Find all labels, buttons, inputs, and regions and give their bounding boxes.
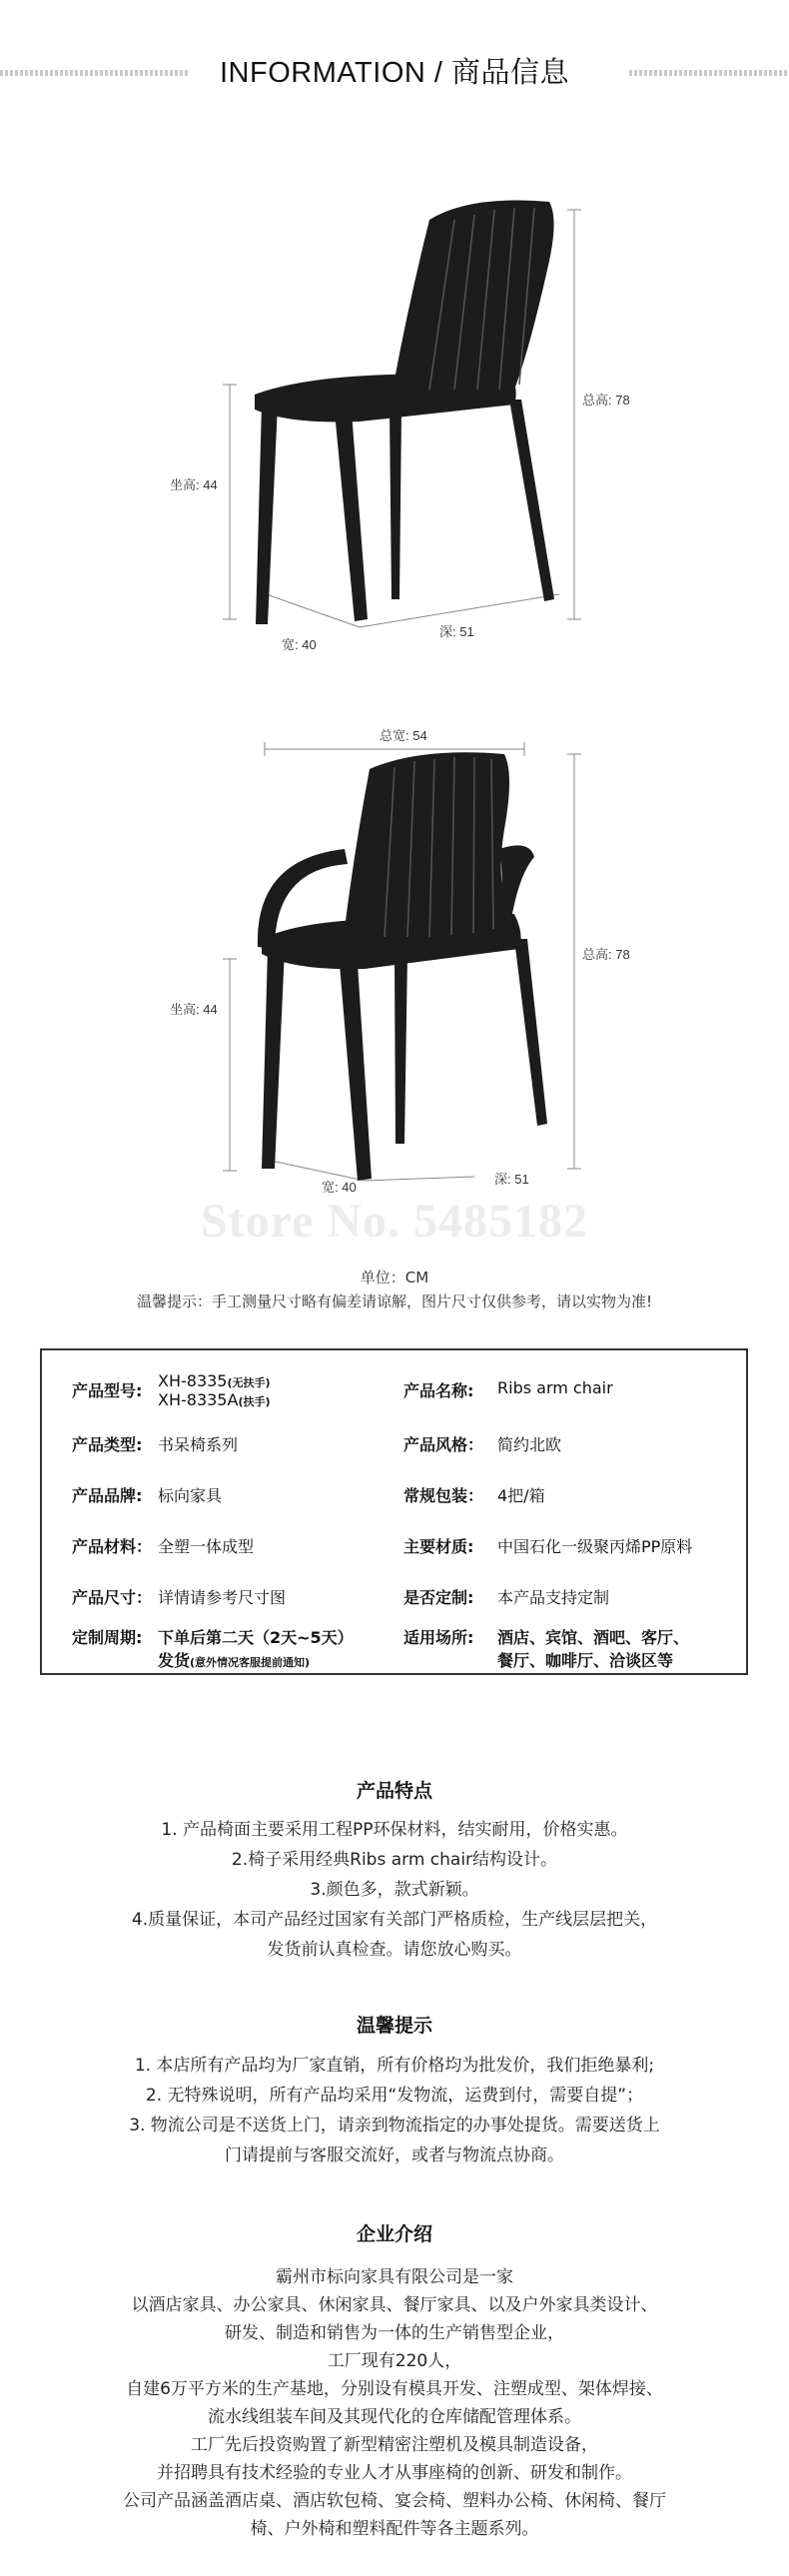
chair2-total-width: 总宽: 54 <box>380 728 427 743</box>
notice-title: 温馨提示 <box>356 2015 432 2037</box>
place-value-1: 酒店、宾馆、酒吧、客厅、 <box>497 1628 690 1647</box>
place-value-2: 餐厅、咖啡厅、洽谈区等 <box>497 1651 674 1670</box>
custom-value: 本产品支持定制 <box>497 1588 610 1607</box>
company-line: 公司产品涵盖酒店桌、酒店软包椅、宴会椅、塑料办公椅、休闲椅、餐厅 <box>123 2491 666 2511</box>
main-material-value: 中国石化一级聚丙烯PP原料 <box>497 1537 693 1556</box>
chair-diagram-1 <box>0 150 789 659</box>
style-label: 产品风格： <box>403 1435 484 1454</box>
specs-table <box>40 1348 748 1675</box>
company-line: 椅、户外椅和塑料配件等各主题系列。 <box>250 2519 539 2539</box>
company-line: 并招聘具有技术经验的专业人才从事座椅的创新、研发和制作。 <box>157 2463 632 2483</box>
model-value-2: XH-8335A(扶手) <box>158 1390 271 1409</box>
period-value-2: 发货(意外情况客服提前通知) <box>158 1651 311 1670</box>
company-line: 霸州市标向家具有限公司是一家 <box>276 2267 513 2287</box>
measurement-tip: 温馨提示：手工测量尺寸略有偏差请谅解，图片尺寸仅供参考，请以实物为准! <box>136 1292 653 1310</box>
pack-label: 常规包装： <box>403 1486 484 1505</box>
name-value: Ribs arm chair <box>497 1378 613 1397</box>
company-title: 企业介绍 <box>356 2223 432 2245</box>
notice-line: 门请提前与客服交流好，或者与物流点协商。 <box>225 2146 564 2165</box>
material-label: 产品材料： <box>72 1537 153 1556</box>
unit-label: 单位：CM <box>360 1269 429 1287</box>
notice-line: 2. 无特殊说明，所有产品均采用“发物流，运费到付，需要自提”； <box>145 2086 644 2106</box>
chair2-width: 宽: 40 <box>322 1180 357 1195</box>
features-line: 3.颜色多，款式新颖。 <box>310 1880 479 1900</box>
page-title: INFORMATION / 商品信息 <box>219 57 569 89</box>
company-line: 研发、制造和销售为一体的生产销售型企业， <box>225 2323 564 2343</box>
chair1-seat-height: 坐高: 44 <box>170 477 218 492</box>
size-value: 详情请参考尺寸图 <box>158 1588 287 1607</box>
chair1-width: 宽: 40 <box>282 637 317 652</box>
custom-label: 是否定制: <box>403 1588 474 1607</box>
chair2-depth: 深: 51 <box>494 1172 529 1187</box>
period-value-1: 下单后第二天（2天~5天） <box>158 1628 354 1647</box>
pack-value: 4把/箱 <box>497 1486 545 1505</box>
notice-line: 1. 本店所有产品均为厂家直销，所有价格均为批发价，我们拒绝暴利; <box>134 2056 655 2076</box>
company-line: 以酒店家具、办公家具、休闲家具、餐厅家具、以及户外家具类设计、 <box>131 2295 658 2315</box>
company-line: 工厂先后投资购置了新型精密注塑机及模具制造设备， <box>191 2435 598 2455</box>
chair2-total-height: 总高: 78 <box>582 947 630 962</box>
model-label: 产品型号: <box>72 1381 143 1400</box>
period-label: 定制周期: <box>72 1628 143 1647</box>
place-label: 适用场所: <box>403 1628 474 1647</box>
material-value: 全塑一体成型 <box>158 1537 255 1556</box>
features-line: 1. 产品椅面主要采用工程PP环保材料，结实耐用，价格实惠。 <box>161 1820 628 1840</box>
features-line: 2.椅子采用经典Ribs arm chair结构设计。 <box>231 1850 558 1870</box>
chair2-seat-height: 坐高: 44 <box>170 1002 218 1017</box>
name-label: 产品名称: <box>403 1381 474 1400</box>
store-watermark: Store No. 5485182 <box>200 1195 589 1248</box>
features-title: 产品特点 <box>356 1780 432 1802</box>
company-line: 流水线组装车间及其现代化的仓库储配管理体系。 <box>208 2407 581 2427</box>
chair1-depth: 深: 51 <box>439 624 474 639</box>
company-line: 自建6万平方米的生产基地，分别设有模具开发、注塑成型、架体焊接、 <box>126 2379 663 2399</box>
type-label: 产品类型: <box>72 1435 143 1454</box>
chair1-total-height: 总高: 78 <box>582 393 630 408</box>
main-material-label: 主要材质: <box>403 1537 474 1556</box>
brand-label: 产品品牌: <box>72 1486 143 1505</box>
features-line: 4.质量保证，本司产品经过国家有关部门严格质检，生产线层层把关， <box>131 1910 658 1930</box>
style-value: 简约北欧 <box>497 1435 562 1454</box>
brand-value: 标向家具 <box>158 1486 223 1505</box>
notice-line: 3. 物流公司是不送货上门，请亲到物流指定的办事处提货。需要送货上 <box>129 2116 660 2136</box>
model-value-1: XH-8335(无扶手) <box>158 1371 271 1390</box>
company-line: 工厂现有220人， <box>327 2351 462 2371</box>
chair-diagram-2 <box>0 699 789 1199</box>
size-label: 产品尺寸： <box>72 1588 153 1607</box>
type-value: 书呆椅系列 <box>158 1435 239 1454</box>
features-line: 发货前认真检查。请您放心购买。 <box>267 1940 522 1960</box>
